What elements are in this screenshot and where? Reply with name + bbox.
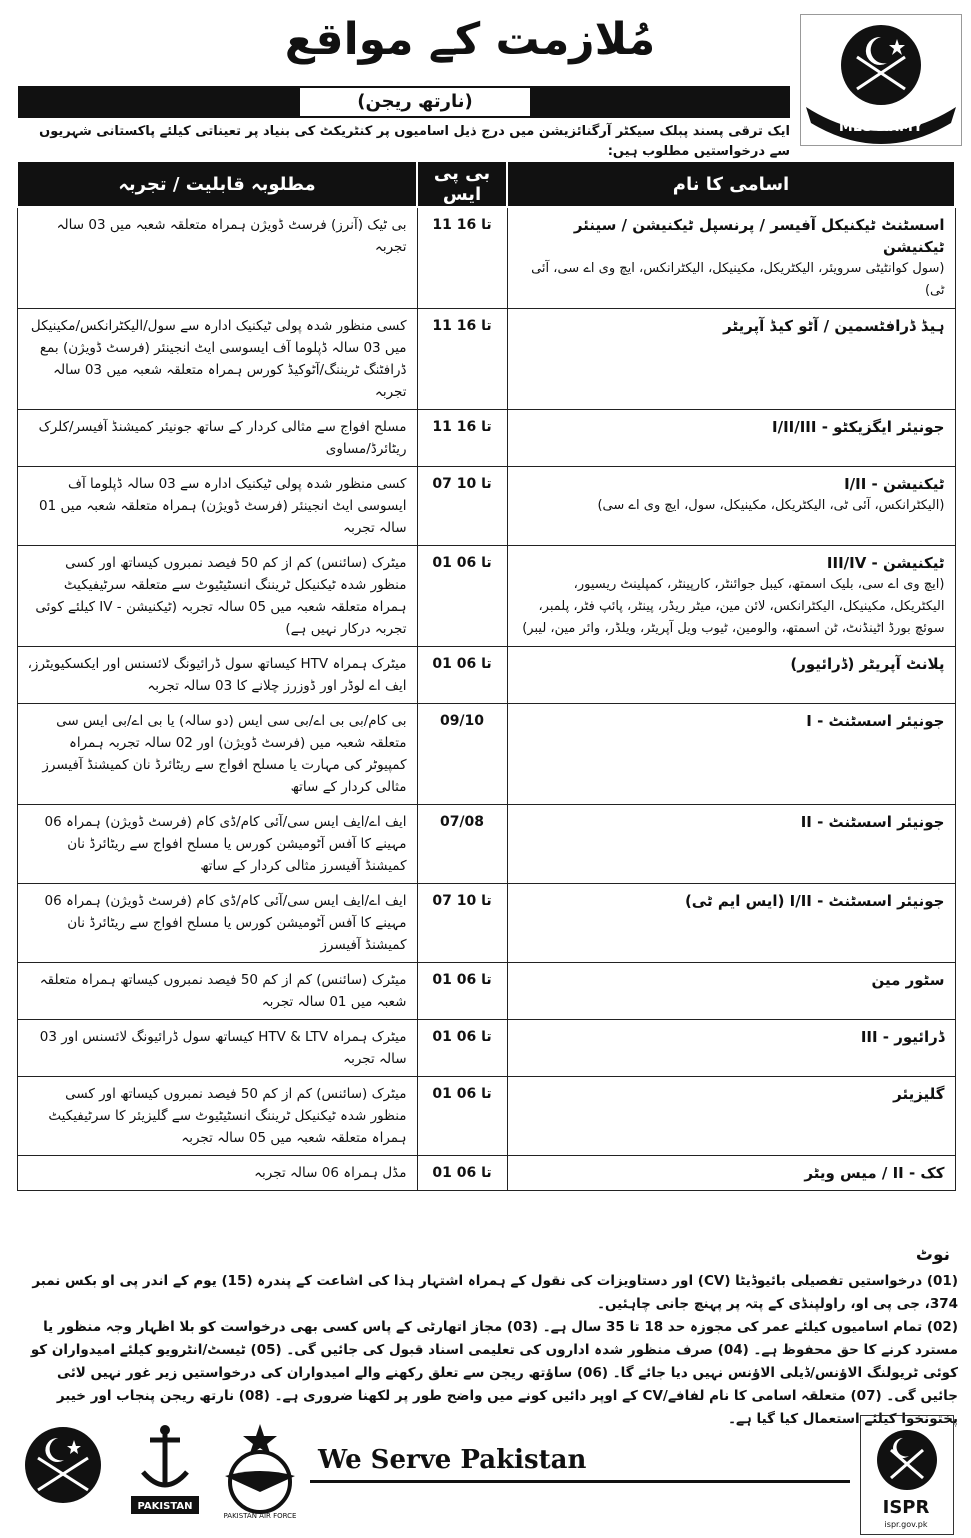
qualification-cell: میٹرک (سائنس) کم از کم 50 فیصد نمبروں کیساتھ اور کسی منظور شدہ ٹیکنیکل ٹریننگ انسٹیٹیوٹ سے گلیزیئر کا سرٹیفیکیٹ ہمراہ متعلقہ شعبہ میں 05 سالہ تجربہ xyxy=(17,1077,417,1156)
air-force-logo xyxy=(215,1420,305,1520)
bps-cell: 01 تا 06 xyxy=(417,647,507,704)
jobs-table xyxy=(16,160,956,1191)
post-trades: (الیکٹرانکس، آئی ٹی، الیکٹریکل، مکینیکل، سول، ایچ وی اے سی) xyxy=(597,498,945,513)
qualification-cell: کسی منظور شدہ پولی ٹیکنیک ادارہ سے 03 سالہ ڈپلوما آف ایسوسی ایٹ انجینئر (فرسٹ ڈویژن) ہمراہ متعلقہ شعبہ میں 01 سالہ تجربہ xyxy=(17,467,417,546)
table-row xyxy=(17,884,955,963)
bps-cell: 01 تا 06 xyxy=(417,546,507,647)
mes-army-logo xyxy=(800,14,962,146)
post-cell xyxy=(507,884,955,963)
army-logo xyxy=(18,1420,108,1520)
post-cell xyxy=(507,647,955,704)
post-cell xyxy=(507,410,955,467)
post-name: ٹیکنیشن - III/IV xyxy=(826,554,945,572)
table-row xyxy=(17,963,955,1020)
post-name: سٹور مین xyxy=(871,971,945,989)
qualification-cell: مسلح افواج سے مثالی کردار کے ساتھ جونیئر کمیشنڈ آفیسر/کلرک ریٹائرڈ/مساوی xyxy=(17,410,417,467)
post-name: گلیزیئر xyxy=(893,1085,945,1103)
bps-cell: 07 تا 10 xyxy=(417,884,507,963)
post-cell xyxy=(507,1156,955,1191)
table-row xyxy=(17,207,955,309)
slogan: We Serve Pakistan xyxy=(318,1445,587,1475)
post-name: ٹیکنیشن - I/II xyxy=(844,475,945,493)
intro-text: ایک ترقی پسند پبلک سیکٹر آرگنائزیشن میں درج ذیل اسامیوں پر کنٹریکٹ کی بنیاد پر تعیناتی کیلئے پاکستانی شہریوں سے درخواستیں مطلوب ہیں: xyxy=(39,124,790,159)
ispr-website[interactable]: ispr.gov.pk xyxy=(884,1520,928,1529)
bps-cell: 01 تا 06 xyxy=(417,1077,507,1156)
note-item: (01) درخواستیں تفصیلی بائیوڈیٹا (CV) اور دستاویزات کی نقول کے ہمراہ اشتہار ہذا کی اشاعت کے پندرہ (15) یوم کے اندر پی او بکس نمبر 374، جی پی او، راولپنڈی کے پتہ پر پہنچ جانی چاہئیں۔ xyxy=(32,1273,958,1312)
bps-cell: 09/10 xyxy=(417,704,507,805)
post-name: اسسٹنٹ ٹیکنیکل آفیسر / پرنسپل ٹیکنیشن / سینئر ٹیکنیشن xyxy=(573,216,945,256)
note-item: (02) تمام اسامیوں کیلئے عمر کی مجوزہ حد 18 تا 35 سال ہے۔ (03) مجاز اتھارٹی کے پاس کسی بھی درخواست کو بلا اظہار وجہ منظور یا مسترد کرنے کا حق محفوظ ہے۔ (04) صرف منظور شدہ اداروں کی تعلیمی اسناد قبول کی جائیں گی۔ (05) ٹیسٹ/انٹرویو کیلئے امیدواران کو کوئی ٹریولنگ الاؤنس/ڈیلی الاؤنس نہیں دیا جائے گا۔ (06) ساؤتھ ریجن سے تعلق رکھنے والے امیدواران کی درخواستیں زیر غور نہیں لائی جائیں گی۔ (07) متعلقہ اسامی کا نام لفافے/CV کے اوپر دائیں کونے میں واضح طور پر لکھنا ضروری ہے۔ (08) نارتھ ریجن پنجاب اور خیبر پختونخوا کیلئے استعمال کیا گیا ہے۔ xyxy=(30,1319,958,1427)
table-row xyxy=(17,467,955,546)
bps-cell: 01 تا 06 xyxy=(417,963,507,1020)
bps-cell: 01 تا 06 xyxy=(417,1020,507,1077)
post-cell xyxy=(507,546,955,647)
post-trades: (سول کوانٹیٹی سرویئر، الیکٹریکل، مکینیکل، الیکٹرانکس، ایچ وی اے سی، آئی ٹی) xyxy=(531,261,945,298)
post-cell xyxy=(507,467,955,546)
post-name: جونیئر اسسٹنٹ - I xyxy=(806,712,945,730)
navy-logo xyxy=(125,1420,205,1520)
post-cell xyxy=(507,309,955,410)
header-bps: بی پی ایس xyxy=(417,161,507,207)
post-name: کک - II / میس ویٹر xyxy=(804,1164,945,1182)
footer-divider xyxy=(310,1480,850,1483)
qualification-cell: میٹرک ہمراہ HTV & LTV کیساتھ سول ڈرائیونگ لائسنس اور 03 سالہ تجربہ xyxy=(17,1020,417,1077)
table-row xyxy=(17,1020,955,1077)
post-cell xyxy=(507,805,955,884)
region-label: (نارتھ ریجن) xyxy=(300,88,530,116)
qualification-cell: میٹرک (سائنس) کم از کم 50 فیصد نمبروں کیساتھ اور کسی منظور شدہ ٹیکنیکل ٹریننگ انسٹیٹیوٹ سے متعلقہ سرٹیفیکیٹ ہمراہ متعلقہ شعبہ میں 05 سالہ تجربہ (ٹیکنیشن - IV کیلئے کوئی تجربہ درکار نہیں ہے) xyxy=(17,546,417,647)
bps-cell: 07 تا 10 xyxy=(417,467,507,546)
post-cell xyxy=(507,1077,955,1156)
post-cell xyxy=(507,704,955,805)
post-cell xyxy=(507,1020,955,1077)
qualification-cell: بی ٹیک (آنرز) فرسٹ ڈویژن ہمراہ متعلقہ شعبہ میں 03 سالہ تجربہ xyxy=(17,207,417,309)
navy-logo-text: PAKISTAN xyxy=(137,1501,193,1512)
post-name: جونیئر اسسٹنٹ - II xyxy=(800,813,945,831)
qualification-cell: ایف اے/ایف ایس سی/آئی کام/ڈی کام (فرسٹ ڈویژن) ہمراہ 06 مہینے کا آفس آٹومیشن کورس یا مسلح افواج سے ریٹائرڈ نان کمیشنڈ آفیسرز xyxy=(17,884,417,963)
qualification-cell: بی کام/بی بی اے/بی سی ایس (دو سالہ) یا بی اے/بی ایس سی متعلقہ شعبہ میں (فرسٹ ڈویژن) اور 02 سالہ تجربہ ہمراہ کمپیوٹر کی مہارت یا مسلح افواج سے ریٹائرڈ نان کمیشنڈ آفیسرز مثالی کردار کے ساتھ xyxy=(17,704,417,805)
post-name: ڈرائیور - III xyxy=(860,1028,945,1046)
ispr-label: ISPR xyxy=(882,1497,930,1518)
bps-cell: 11 تا 16 xyxy=(417,207,507,309)
qualification-cell: ایف اے/ایف ایس سی/آئی کام/ڈی کام (فرسٹ ڈویژن) ہمراہ 06 مہینے کا آفس آٹومیشن کورس یا مسلح افواج سے ریٹائرڈ نان کمیشنڈ آفیسرز مثالی کردار کے ساتھ xyxy=(17,805,417,884)
qualification-cell: میٹرک (سائنس) کم از کم 50 فیصد نمبروں کیساتھ ہمراہ متعلقہ شعبہ میں 01 سالہ تجربہ xyxy=(17,963,417,1020)
table-row xyxy=(17,546,955,647)
bps-cell: 01 تا 06 xyxy=(417,1156,507,1191)
bps-cell: 07/08 xyxy=(417,805,507,884)
table-row xyxy=(17,1077,955,1156)
post-name: جونیئر اسسٹنٹ - I/II (ایس ایم ٹی) xyxy=(684,892,945,910)
bps-cell: 11 تا 16 xyxy=(417,410,507,467)
table-row xyxy=(17,1156,955,1191)
bps-cell: 11 تا 16 xyxy=(417,309,507,410)
notes-title: نوٹ xyxy=(915,1245,950,1265)
qualification-cell: میٹرک ہمراہ HTV کیساتھ سول ڈرائیونگ لائسنس اور ایکسکیویٹرز، ایف اے لوڈر اور ڈوزرز چلانے کا 03 سالہ تجربہ xyxy=(17,647,417,704)
post-name: ہیڈ ڈرافٹسمین / آٹو کیڈ آپریٹر xyxy=(723,317,945,335)
table-row xyxy=(17,309,955,410)
header-qualification: مطلوبہ قابلیت / تجربہ xyxy=(17,161,417,207)
table-row xyxy=(17,805,955,884)
air-force-text: PAKISTAN AIR FORCE xyxy=(223,1512,297,1520)
header-post: اسامی کا نام xyxy=(507,161,955,207)
table-header-row xyxy=(17,161,955,207)
post-trades: (ایچ وی اے سی، بلیک اسمتھ، کیبل جوائنٹر، کارپینٹر، کمپلینٹ ریسیور، الیکٹریکل، مکینیکل، الیکٹرانکس، لائن مین، میٹر ریڈر، پینٹر، پائپ فٹر، پلمبر، سوئچ بورڈ اٹینڈنٹ، ٹن اسمتھ، والومین، ٹیوب ویل آپریٹر، ویلڈر، وائر مین، لیبر) xyxy=(522,577,945,636)
table-row xyxy=(17,647,955,704)
qualification-cell: کسی منظور شدہ پولی ٹیکنیک ادارہ سے سول/الیکٹرانکس/مکینیکل میں 03 سالہ ڈپلوما آف ایسوسی ایٹ انجینئر (فرسٹ ڈویژن) بمع ڈرافٹنگ ٹریننگ/آٹوکیڈ کورس ہمراہ متعلقہ شعبہ میں 03 سالہ تجربہ xyxy=(17,309,417,410)
post-name: جونیئر ایگزیکٹو - I/II/III xyxy=(772,418,945,436)
post-cell xyxy=(507,963,955,1020)
notes-section xyxy=(18,1270,958,1431)
table-row xyxy=(17,704,955,805)
mes-army-text: MES ARMY xyxy=(838,119,924,135)
page-title: مُلازمت کے مواقع xyxy=(284,14,656,65)
table-row xyxy=(17,410,955,467)
qualification-cell: مڈل ہمراہ 06 سالہ تجربہ xyxy=(17,1156,417,1191)
post-cell xyxy=(507,207,955,309)
post-name: پلانٹ آپریٹر (ڈرائیور) xyxy=(790,655,945,673)
